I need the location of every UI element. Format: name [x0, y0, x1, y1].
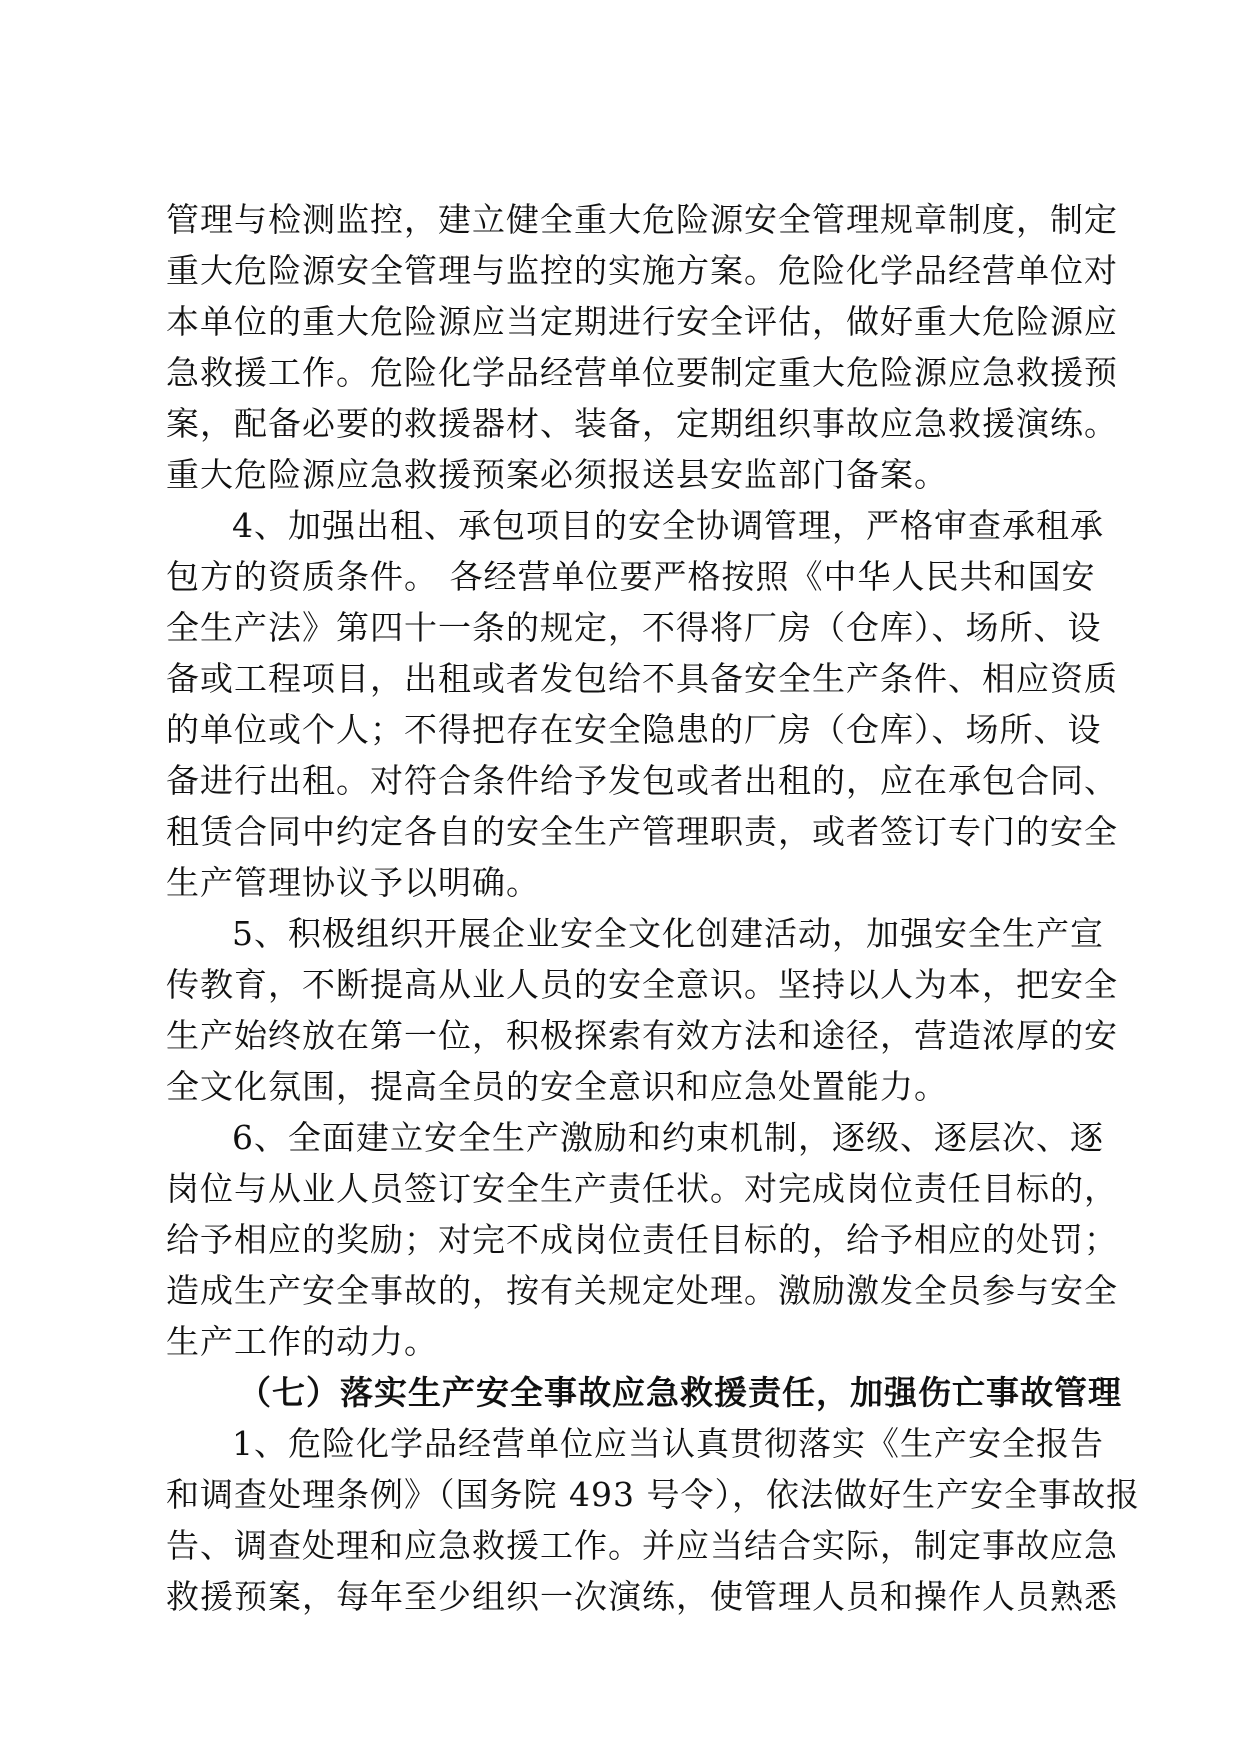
text-line: 急救援工作。危险化学品经营单位要制定重大危险源应急救援预: [166, 353, 1118, 392]
text-line: 生产管理协议予以明确。: [166, 863, 540, 902]
text-line: 重大危险源安全管理与监控的实施方案。危险化学品经营单位对: [166, 251, 1118, 290]
text-line: 给予相应的奖励；对完不成岗位责任目标的，给予相应的处罚；: [166, 1220, 1118, 1259]
text-line: 的单位或个人；不得把存在安全隐患的厂房（仓库）、场所、设: [166, 710, 1102, 749]
text-line: 6、全面建立安全生产激励和约束机制，逐级、逐层次、逐: [232, 1118, 1104, 1157]
text-line: 生产工作的动力。: [166, 1322, 438, 1361]
text-line: 全文化氛围，提高全员的安全意识和应急处置能力。: [166, 1067, 948, 1106]
text-line: 告、调查处理和应急救援工作。并应当结合实际，制定事故应急: [166, 1526, 1118, 1565]
text-line: 本单位的重大危险源应当定期进行安全评估，做好重大危险源应: [166, 302, 1118, 341]
document-body: [166, 194, 1140, 1622]
text-line: 重大危险源应急救援预案必须报送县安监部门备案。: [166, 455, 948, 494]
text-line: 生产始终放在第一位，积极探索有效方法和途径，营造浓厚的安: [166, 1016, 1118, 1055]
text-line: 传教育，不断提高从业人员的安全意识。坚持以人为本，把安全: [166, 965, 1118, 1004]
text-line: 管理与检测监控，建立健全重大危险源安全管理规章制度，制定: [166, 200, 1118, 239]
text-line: 案，配备必要的救援器材、装备，定期组织事故应急救援演练。: [166, 404, 1118, 443]
text-line: 备进行出租。对符合条件给予发包或者出租的，应在承包合同、: [166, 761, 1118, 800]
text-line: 5、积极组织开展企业安全文化创建活动，加强安全生产宣: [232, 914, 1104, 953]
text-line: 造成生产安全事故的，按有关规定处理。激励激发全员参与安全: [166, 1271, 1118, 1310]
section-heading: （七）落实生产安全事故应急救援责任，加强伤亡事故管理: [238, 1373, 1122, 1412]
text-line: 1、危险化学品经营单位应当认真贯彻落实《生产安全报告: [232, 1424, 1104, 1463]
text-line: 岗位与从业人员签订安全生产责任状。对完成岗位责任目标的，: [166, 1169, 1118, 1208]
text-line: 4、加强出租、承包项目的安全协调管理，严格审查承租承: [232, 506, 1104, 545]
text-line: 备或工程项目，出租或者发包给不具备安全生产条件、相应资质: [166, 659, 1118, 698]
text-line: 租赁合同中约定各自的安全生产管理职责，或者签订专门的安全: [166, 812, 1118, 851]
text-line: 包方的资质条件。 各经营单位要严格按照《中华人民共和国安: [166, 557, 1096, 596]
text-line: 救援预案，每年至少组织一次演练，使管理人员和操作人员熟悉: [166, 1577, 1118, 1616]
text-line: 全生产法》第四十一条的规定，不得将厂房（仓库）、场所、设: [166, 608, 1102, 647]
text-line: 和调查处理条例》（国务院 493 号令），依法做好生产安全事故报: [166, 1475, 1140, 1514]
